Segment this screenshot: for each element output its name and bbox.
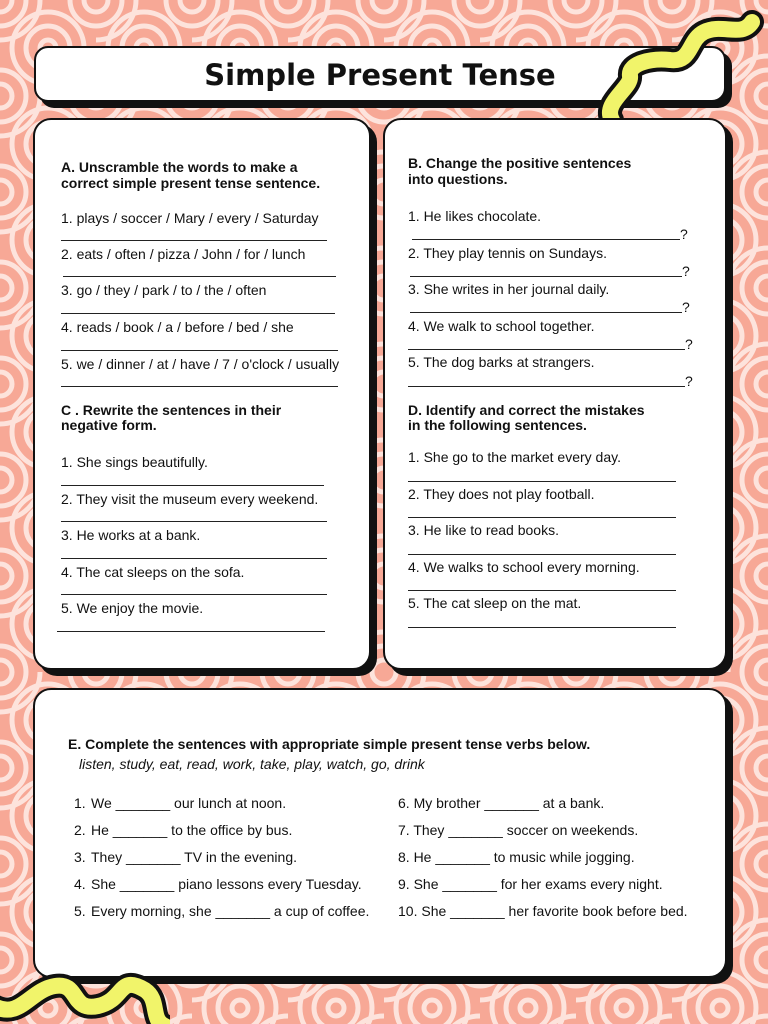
section-b-item: 1. He likes chocolate. [408, 208, 542, 224]
item-number: 1. [74, 795, 86, 811]
section-b-item: 3. She writes in her journal daily. [408, 281, 610, 297]
item-number: 2. [74, 822, 86, 838]
section-a-item: 1. plays / soccer / Mary / every / Saturday [61, 210, 319, 226]
section-e-item: 6. My brother _______ at a bank. [398, 795, 605, 811]
panel-right [383, 118, 727, 670]
answer-line[interactable] [61, 350, 338, 351]
decorative-squiggle-bottom [0, 950, 170, 1024]
answer-line[interactable] [61, 386, 338, 387]
section-e-item: 9. She _______ for her exams every night. [398, 876, 663, 892]
section-e-item [74, 794, 286, 812]
answer-line[interactable] [408, 517, 676, 518]
answer-line[interactable] [61, 313, 335, 314]
item-text: They _______ TV in the evening. [91, 849, 298, 865]
section-b-item: 4. We walk to school together. [408, 318, 595, 334]
answer-line[interactable] [408, 349, 685, 350]
page-title: Simple Present Tense [204, 58, 556, 92]
section-e-item [74, 848, 297, 866]
answer-line[interactable] [412, 239, 680, 240]
section-a-item: 2. eats / often / pizza / John / for / lunch [61, 246, 306, 262]
section-c-item: 4. The cat sleeps on the sofa. [61, 564, 245, 580]
question-mark: ? [680, 226, 688, 242]
decorative-squiggle-top [592, 8, 768, 134]
section-c-item: 5. We enjoy the movie. [61, 600, 204, 616]
section-b-item: 5. The dog barks at strangers. [408, 354, 595, 370]
answer-line[interactable] [408, 481, 676, 482]
section-d-item: 2. They does not play football. [408, 486, 595, 502]
section-e-item [74, 821, 292, 839]
section-a-heading-line2: correct simple present tense sentence. [61, 175, 321, 191]
section-d-heading-line1: D. Identify and correct the mistakes [408, 402, 645, 418]
question-mark: ? [685, 336, 693, 352]
answer-line[interactable] [410, 276, 682, 277]
answer-line[interactable] [61, 558, 327, 559]
section-e-item: 8. He _______ to music while jogging. [398, 849, 635, 865]
section-d-item: 5. The cat sleep on the mat. [408, 595, 582, 611]
section-d-item: 4. We walks to school every morning. [408, 559, 640, 575]
item-text: Every morning, she _______ a cup of coffee. [91, 903, 370, 919]
panel-bottom [33, 688, 727, 978]
item-text: We _______ our lunch at noon. [91, 795, 287, 811]
section-c-item: 3. He works at a bank. [61, 527, 201, 543]
section-a-item: 4. reads / book / a / before / bed / she [61, 319, 294, 335]
item-number: 4. [74, 876, 86, 892]
section-b-item: 2. They play tennis on Sundays. [408, 245, 607, 261]
section-e-heading: E. Complete the sentences with appropriate simple present tense verbs below. [68, 736, 591, 752]
section-d-heading-line2: in the following sentences. [408, 417, 587, 433]
panel-left [33, 118, 371, 670]
answer-line[interactable] [61, 594, 327, 595]
section-c-heading-line1: C . Rewrite the sentences in their [61, 402, 282, 418]
question-mark: ? [682, 263, 690, 279]
answer-line[interactable] [61, 521, 327, 522]
section-d-item: 3. He like to read books. [408, 522, 559, 538]
item-text: He _______ to the office by bus. [91, 822, 293, 838]
section-a-heading-line1: A. Unscramble the words to make a [61, 159, 298, 175]
section-e-item [74, 875, 362, 893]
item-text: She _______ piano lessons every Tuesday. [91, 876, 362, 892]
answer-line[interactable] [63, 276, 336, 277]
section-e-item: 7. They _______ soccer on weekends. [398, 822, 639, 838]
verb-bank: listen, study, eat, read, work, take, play, watch, go, drink [79, 756, 425, 772]
section-c-heading-line2: negative form. [61, 417, 157, 433]
section-c-item: 1. She sings beautifully. [61, 454, 208, 470]
item-number: 3. [74, 849, 86, 865]
question-mark: ? [685, 373, 693, 389]
item-number: 5. [74, 903, 86, 919]
section-e-item [74, 902, 369, 920]
answer-line[interactable] [408, 590, 676, 591]
section-a-item: 5. we / dinner / at / have / 7 / o'clock / usually [61, 356, 340, 372]
answer-line[interactable] [61, 485, 324, 486]
section-a-item: 3. go / they / park / to / the / often [61, 282, 267, 298]
answer-line[interactable] [408, 627, 676, 628]
answer-line[interactable] [408, 386, 685, 387]
answer-line[interactable] [408, 554, 676, 555]
question-mark: ? [682, 299, 690, 315]
answer-line[interactable] [57, 631, 325, 632]
answer-line[interactable] [61, 240, 327, 241]
section-d-item: 1. She go to the market every day. [408, 449, 621, 465]
section-e-item: 10. She _______ her favorite book before bed. [398, 903, 688, 919]
answer-line[interactable] [410, 312, 682, 313]
section-c-item: 2. They visit the museum every weekend. [61, 491, 319, 507]
section-b-heading-line2: into questions. [408, 171, 508, 187]
section-b-heading-line1: B. Change the positive sentences [408, 155, 632, 171]
